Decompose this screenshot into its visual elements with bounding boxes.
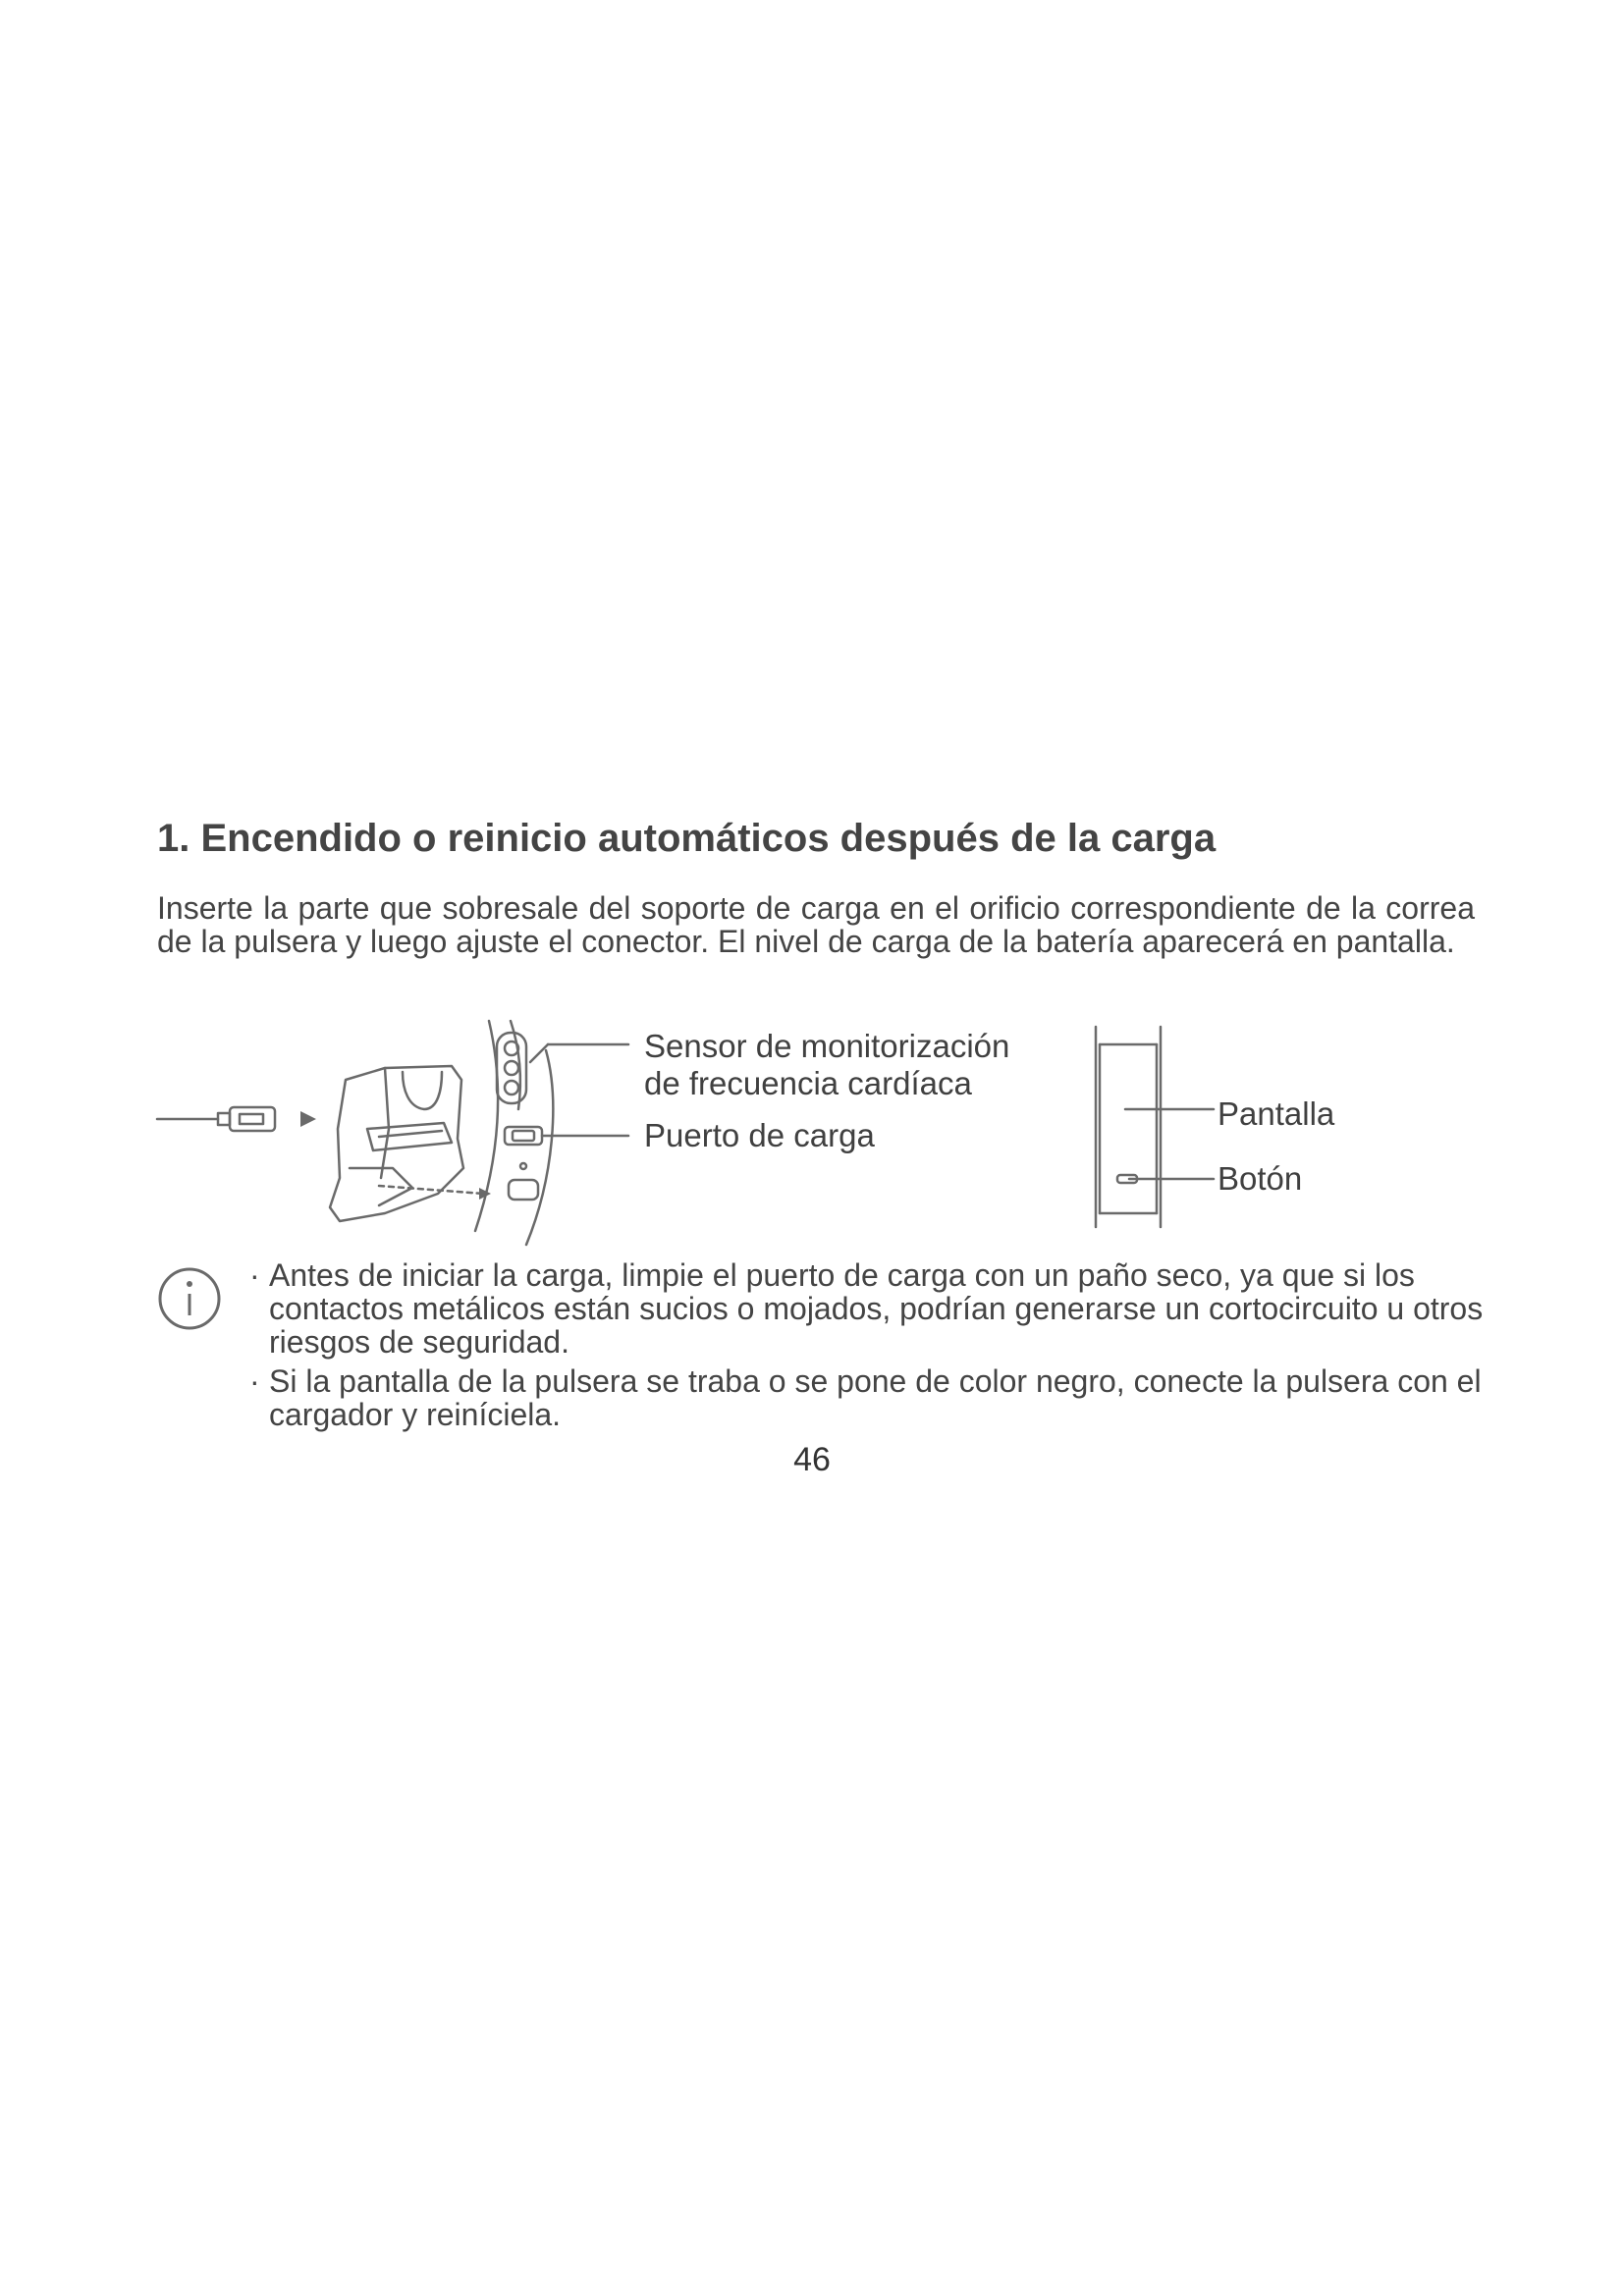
charging-port-icon	[505, 1127, 542, 1145]
page-number: 46	[793, 1441, 831, 1478]
band-strap-icon	[475, 1021, 498, 1231]
note-text: Antes de iniciar la carga, limpie el puerto de carga con un paño seco, ya que si los contactos metálicos están sucios o mojados, podrían generarse un cortocircuito u otros riesgos de seguridad.	[269, 1257, 1484, 1360]
bullet: ·	[249, 1363, 260, 1399]
bullet: ·	[249, 1257, 260, 1293]
heart-rate-sensor-icon	[497, 1033, 526, 1103]
label-screen: Pantalla	[1218, 1095, 1335, 1132]
section-heading: 1. Encendido o reinicio automáticos después de la carga	[157, 817, 1217, 860]
note-text: Si la pantalla de la pulsera se traba o se pone de color negro, conecte la pulsera con el cargador y reiníciela.	[269, 1363, 1482, 1432]
intro-paragraph: Inserte la parte que sobresale del soporte de carga en el orificio correspondiente de la correa de la pulsera y luego ajuste el conector. El nivel de carga de la batería aparecerá en pantalla.	[157, 890, 1475, 959]
notes-list	[249, 1258, 1487, 1437]
charging-diagram	[157, 1021, 648, 1256]
note-item	[249, 1258, 1487, 1359]
label-charging-port: Puerto de carga	[644, 1117, 875, 1153]
info-icon	[157, 1266, 222, 1331]
label-sensor-line2: de frecuencia cardíaca	[644, 1065, 972, 1101]
label-sensor-line1: Sensor de monitorización	[644, 1028, 1010, 1064]
note-item	[249, 1364, 1487, 1431]
label-button: Botón	[1218, 1160, 1303, 1197]
band-front-diagram	[1090, 1021, 1227, 1237]
